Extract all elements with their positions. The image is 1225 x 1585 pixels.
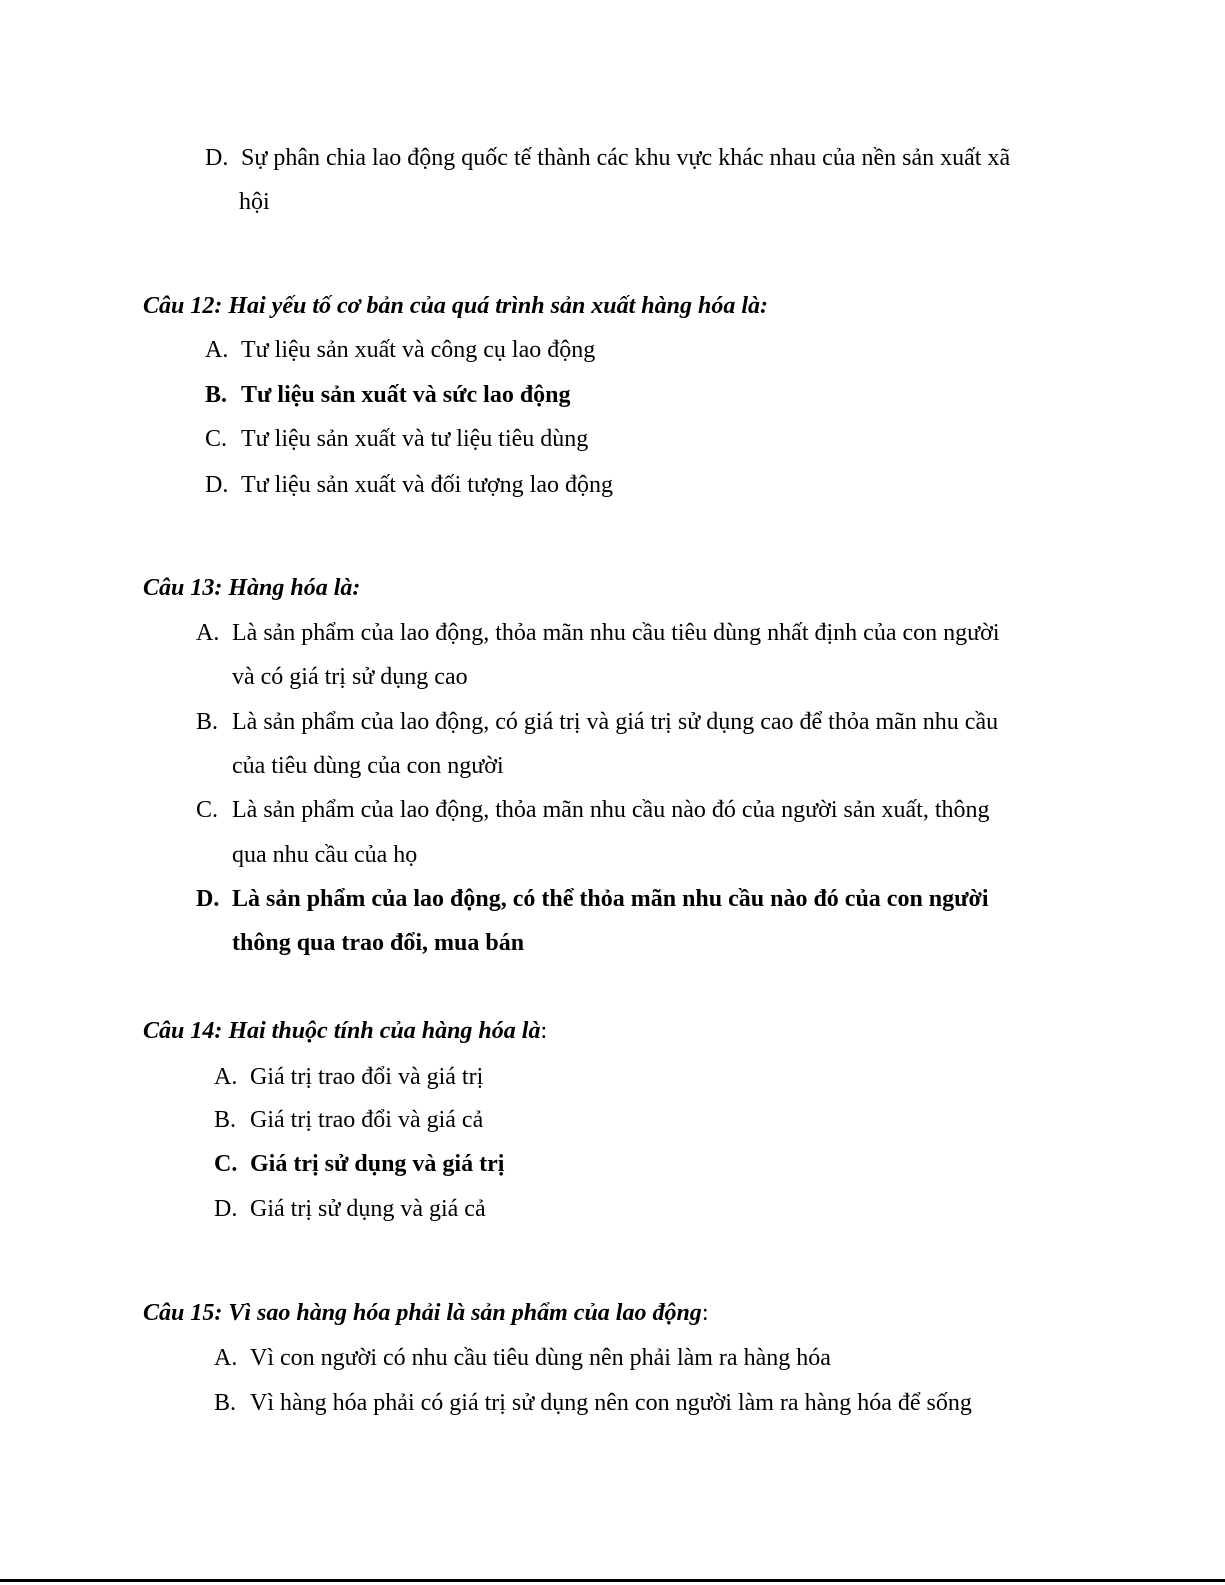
option-text: Tư liệu sản xuất và tư liệu tiêu dùng: [241, 426, 589, 452]
q12-option-a: [205, 335, 595, 365]
option-letter: B.: [205, 382, 228, 408]
option-letter: C.: [214, 1151, 238, 1177]
option-text: Giá trị sử dụng và giá cả: [250, 1196, 486, 1222]
q13-option-b-continuation: của tiêu dùng của con người: [232, 753, 504, 779]
prev-option-d-continuation: hội: [239, 189, 270, 215]
option-letter: D.: [205, 472, 229, 498]
option-letter: C.: [196, 797, 219, 823]
option-text: Giá trị sử dụng và giá trị: [250, 1151, 505, 1177]
q14-option-c-correct: [214, 1149, 504, 1179]
q14-option-b: [214, 1105, 483, 1135]
q13-option-d-correct: [196, 884, 989, 914]
option-text: Tư liệu sản xuất và sức lao động: [241, 382, 571, 408]
option-text: Là sản phẩm của lao động, thỏa mãn nhu cầu nào đó của người sản xuất, thông: [232, 797, 990, 823]
option-text: Vì con người có nhu cầu tiêu dùng nên phải làm ra hàng hóa: [250, 1345, 831, 1371]
q15-option-a: [214, 1343, 831, 1373]
q13-option-a-continuation: và có giá trị sử dụng cao: [232, 664, 468, 690]
option-letter: B.: [196, 709, 219, 735]
q12-option-c: [205, 424, 588, 454]
q12-option-d: [205, 470, 613, 500]
option-letter: A.: [205, 337, 229, 363]
q14-option-d: [214, 1194, 486, 1224]
option-text: Giá trị trao đổi và giá cả: [250, 1107, 484, 1133]
question-15-title-text: Câu 15: Vì sao hàng hóa phải là sản phẩm của lao động: [143, 1300, 702, 1326]
question-15-colon: :: [701, 1300, 709, 1326]
q13-option-b: [196, 707, 998, 737]
q14-option-a: [214, 1062, 483, 1092]
option-letter: D.: [205, 145, 229, 171]
option-letter: A.: [214, 1345, 238, 1371]
q13-option-c: [196, 795, 990, 825]
q12-option-b-correct: [205, 380, 571, 410]
question-13-title: Câu 13: Hàng hóa là:: [143, 575, 361, 601]
option-letter: D.: [196, 886, 220, 912]
question-14-title: [143, 1016, 547, 1046]
option-letter: A.: [196, 620, 220, 646]
q13-option-d-continuation: thông qua trao đổi, mua bán: [232, 930, 525, 956]
option-letter: B.: [214, 1107, 237, 1133]
q15-option-b: [214, 1388, 972, 1418]
q13-option-c-continuation: qua nhu cầu của họ: [232, 842, 418, 868]
page-bottom-edge: [0, 1579, 1225, 1582]
option-text: Là sản phẩm của lao động, có giá trị và giá trị sử dụng cao để thỏa mãn nhu cầu: [232, 709, 999, 735]
option-text: Tư liệu sản xuất và đối tượng lao động: [241, 472, 613, 498]
option-text: Vì hàng hóa phải có giá trị sử dụng nên con người làm ra hàng hóa để sống: [250, 1390, 972, 1416]
question-15-title: [143, 1298, 708, 1328]
q13-option-a: [196, 618, 1000, 648]
prev-option-d: [205, 143, 1010, 173]
option-text: Là sản phẩm của lao động, có thể thỏa mãn nhu cầu nào đó của con người: [232, 886, 989, 912]
option-text: Tư liệu sản xuất và công cụ lao động: [241, 337, 596, 363]
option-text: Là sản phẩm của lao động, thỏa mãn nhu cầu tiêu dùng nhất định của con người: [232, 620, 1000, 646]
option-letter: D.: [214, 1196, 238, 1222]
option-text: Giá trị trao đổi và giá trị: [250, 1064, 484, 1090]
option-letter: B.: [214, 1390, 237, 1416]
option-letter: C.: [205, 426, 228, 452]
option-text: Sự phân chia lao động quốc tế thành các khu vực khác nhau của nền sản xuất xã: [241, 145, 1011, 171]
question-14-colon: :: [540, 1018, 548, 1044]
option-letter: A.: [214, 1064, 238, 1090]
question-12-title: Câu 12: Hai yếu tố cơ bản của quá trình sản xuất hàng hóa là:: [143, 293, 769, 319]
question-14-title-text: Câu 14: Hai thuộc tính của hàng hóa là: [143, 1018, 541, 1044]
